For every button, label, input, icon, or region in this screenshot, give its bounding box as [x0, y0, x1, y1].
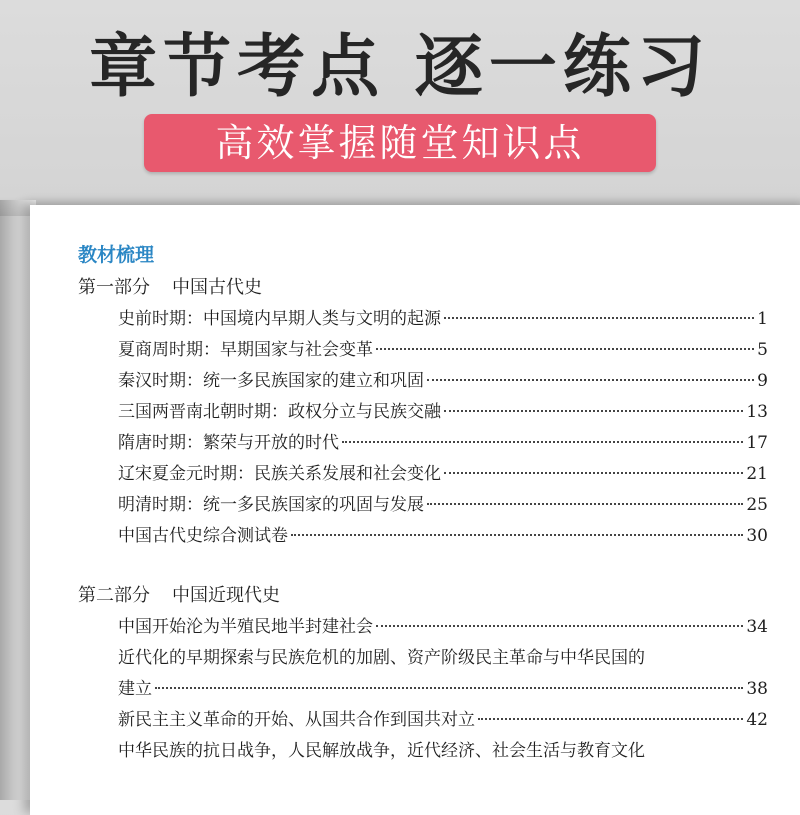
part-entries: [118, 304, 768, 552]
entry-page: 17: [746, 433, 768, 453]
dot-leader: [444, 472, 743, 474]
entry-title: 隋唐时期：繁荣与开放的时代: [118, 433, 339, 453]
entry-page: 9: [757, 371, 768, 391]
toc-entry[interactable]: [118, 643, 768, 705]
part-title: [78, 272, 768, 304]
entry-title: 三国两晋南北朝时期：政权分立与民族交融: [118, 402, 441, 422]
toc-entry[interactable]: [118, 304, 768, 335]
entry-title-line1: 中华民族的抗日战争，人民解放战争，近代经济、社会生活与教育文化: [118, 741, 645, 761]
part-name: 中国近现代史: [172, 585, 280, 606]
entry-page: 25: [746, 495, 768, 515]
entry-title: 辽宋夏金元时期：民族关系发展和社会变化: [118, 464, 441, 484]
toc-entry[interactable]: [118, 705, 768, 736]
toc-entry[interactable]: [118, 366, 768, 397]
part-title: [78, 580, 768, 612]
dot-leader: [376, 625, 743, 627]
entry-page: 21: [746, 464, 768, 484]
toc-entry[interactable]: [118, 736, 768, 767]
part-name: 中国古代史: [172, 277, 262, 298]
dot-leader: [444, 317, 754, 319]
entry-page: 38: [746, 679, 768, 699]
toc-entry[interactable]: [118, 521, 768, 552]
entry-title: 明清时期：统一多民族国家的巩固与发展: [118, 495, 424, 515]
toc-entry[interactable]: [118, 459, 768, 490]
entry-page: 5: [757, 340, 768, 360]
dot-leader: [427, 379, 754, 381]
dot-leader: [478, 718, 743, 720]
entry-page: 1: [757, 309, 768, 329]
toc-entry[interactable]: [118, 490, 768, 521]
entry-title: 夏商周时期：早期国家与社会变革: [118, 340, 373, 360]
toc-entry[interactable]: [118, 397, 768, 428]
entry-page: 42: [746, 710, 768, 730]
banner: 高效掌握随堂知识点: [144, 114, 656, 172]
entry-page: 34: [746, 617, 768, 637]
dot-leader: [376, 348, 754, 350]
entry-title: 史前时期：中国境内早期人类与文明的起源: [118, 309, 441, 329]
entry-title: 中国开始沦为半殖民地半封建社会: [118, 617, 373, 637]
dot-leader: [427, 503, 743, 505]
toc-entry[interactable]: [118, 612, 768, 643]
dot-leader: [291, 534, 743, 536]
entry-title-line1: 近代化的早期探索与民族危机的加剧、资产阶级民主革命与中华民国的: [118, 648, 645, 668]
entry-title: 建立: [118, 679, 152, 699]
toc-entry[interactable]: [118, 335, 768, 366]
entry-title: 新民主主义革命的开始、从国共合作到国共对立: [118, 710, 475, 730]
dot-leader: [444, 410, 743, 412]
entry-page: 30: [746, 526, 768, 546]
dot-leader: [342, 441, 743, 443]
entry-page: 13: [746, 402, 768, 422]
dot-leader: [155, 687, 743, 689]
entry-title: 秦汉时期：统一多民族国家的建立和巩固: [118, 371, 424, 391]
table-of-contents: [78, 240, 768, 767]
toc-entry[interactable]: [118, 428, 768, 459]
entry-title: 中国古代史综合测试卷: [118, 526, 288, 546]
part-entries: [118, 612, 768, 767]
toc-label: 教材梳理: [78, 244, 155, 266]
headline: 章节考点 逐一练习: [89, 28, 711, 107]
part-number: 第二部分: [78, 585, 150, 606]
part-number: 第一部分: [78, 277, 150, 298]
